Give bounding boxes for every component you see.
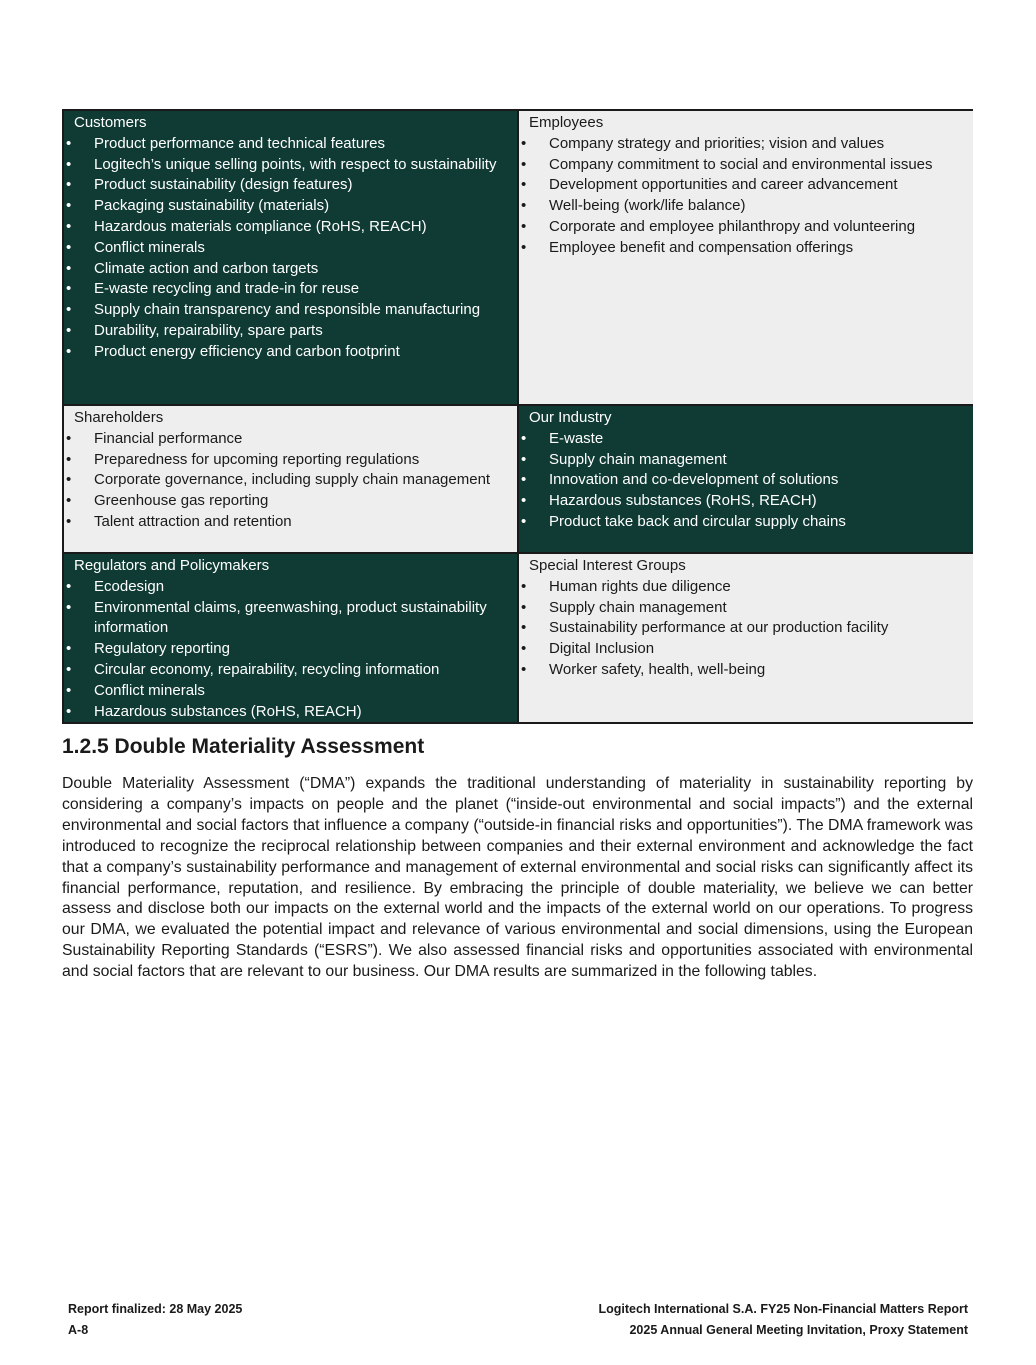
list-item-text: Financial performance (94, 429, 243, 447)
stakeholder-topics-table (62, 109, 973, 724)
bullet-icon: • (521, 619, 527, 637)
list-item (521, 470, 965, 491)
list-item (66, 238, 509, 259)
list-item (521, 429, 965, 450)
list-item (521, 450, 965, 471)
bullet-icon: • (66, 577, 72, 595)
list-item (66, 259, 509, 280)
bullet-icon: • (521, 492, 527, 510)
list-item (66, 598, 509, 640)
list-item-text: Climate action and carbon targets (94, 259, 319, 277)
list-item (521, 639, 965, 660)
section-paragraph: Double Materiality Assessment (“DMA”) expands the traditional understanding of materiality in sustainability reporting by considering a company’s impacts on people and the planet (“inside-out environmental and social impacts”) and the external environmental and social factors that influence a company (“outside-in financial risks and opportunities”). The DMA framework was introduced to recognize the reciprocal relationship between companies and their external environment and acknowledge the fact that a company’s sustainability performance and management of external environmental and social risks can significantly affect its financial performance, reputation, and resilience. By embracing the principle of double materiality, we believe we can better assess and disclose both our impacts on the external world and the impacts of the external world on our operations. To progress our DMA, we evaluated the potential impact and relevance of various environmental and social dimensions, using the European Sustainability Reporting Standards (“ESRS”). We also assessed financial risks and opportunities associated with environmental and social factors that are relevant to our business. Our DMA results are summarized in the following tables. (62, 775, 973, 981)
list-item (66, 175, 509, 196)
customers-title: Customers (74, 114, 147, 131)
list-item (521, 618, 965, 639)
shareholders-cell (64, 406, 519, 554)
bullet-icon: • (521, 640, 527, 658)
list-item-text: Digital Inclusion (549, 640, 655, 658)
list-item (521, 491, 965, 512)
list-item (66, 577, 509, 598)
list-item (66, 450, 509, 471)
bullet-icon: • (66, 640, 72, 658)
list-item-text: Environmental claims, greenwashing, product sustainability information (94, 598, 487, 637)
industry-title: Our Industry (529, 409, 612, 426)
list-item-text: Corporate governance, including supply chain management (94, 471, 491, 489)
list-item-text: Packaging sustainability (materials) (94, 197, 330, 215)
regulators-list (66, 577, 509, 723)
bullet-icon: • (521, 155, 527, 173)
special-interest-title: Special Interest Groups (529, 557, 686, 574)
list-item (521, 598, 965, 619)
bullet-icon: • (66, 492, 72, 510)
footer-left (68, 1299, 242, 1341)
special-interest-list (521, 577, 965, 681)
list-item-text: Conflict minerals (94, 681, 205, 699)
bullet-icon: • (66, 471, 72, 489)
shareholders-list (66, 429, 509, 533)
bullet-icon: • (66, 660, 72, 678)
list-item-text: Supply chain management (549, 450, 727, 468)
employees-title: Employees (529, 114, 604, 131)
bullet-icon: • (521, 176, 527, 194)
bullet-icon: • (521, 134, 527, 152)
list-item (521, 196, 965, 217)
list-item-text: Corporate and employee philanthropy and volunteering (549, 217, 916, 235)
list-item-text: Greenhouse gas reporting (94, 492, 269, 510)
bullet-icon: • (66, 512, 72, 530)
bullet-icon: • (66, 321, 72, 339)
list-item-text: Product take back and circular supply chains (549, 512, 846, 530)
bullet-icon: • (521, 238, 527, 256)
list-item-text: Hazardous substances (RoHS, REACH) (549, 492, 817, 510)
bullet-icon: • (521, 429, 527, 447)
list-item (66, 300, 509, 321)
list-item (66, 134, 509, 155)
report-subtitle: 2025 Annual General Meeting Invitation, Proxy Statement (629, 1323, 968, 1337)
list-item (66, 429, 509, 450)
regulators-title: Regulators and Policymakers (74, 557, 270, 574)
bullet-icon: • (521, 471, 527, 489)
bullet-icon: • (66, 259, 72, 277)
list-item (521, 238, 965, 259)
list-item (66, 660, 509, 681)
industry-cell (519, 406, 973, 554)
list-item (66, 196, 509, 217)
bullet-icon: • (521, 197, 527, 215)
bullet-icon: • (66, 450, 72, 468)
list-item (66, 342, 509, 363)
bullet-icon: • (66, 681, 72, 699)
list-item-text: Supply chain management (549, 598, 727, 616)
employees-cell (519, 111, 973, 406)
list-item-text: Logitech’s unique selling points, with respect to sustainability (94, 155, 497, 173)
bullet-icon: • (66, 429, 72, 447)
bullet-icon: • (521, 660, 527, 678)
bullet-icon: • (66, 134, 72, 152)
list-item-text: Well-being (work/life balance) (549, 197, 746, 215)
bullet-icon: • (66, 176, 72, 194)
list-item-text: Hazardous materials compliance (RoHS, REACH) (94, 217, 427, 235)
list-item-text: Company commitment to social and environmental issues (549, 155, 933, 173)
bullet-icon: • (66, 301, 72, 319)
list-item-text: Hazardous substances (RoHS, REACH) (94, 702, 362, 720)
industry-list (521, 429, 965, 533)
customers-cell (64, 111, 519, 406)
list-item-text: Supply chain transparency and responsible manufacturing (94, 301, 481, 319)
list-item-text: Sustainability performance at our production facility (549, 619, 889, 637)
bullet-icon: • (521, 512, 527, 530)
bullet-icon: • (521, 598, 527, 616)
list-item (66, 155, 509, 176)
list-item-text: Employee benefit and compensation offerings (549, 238, 854, 256)
list-item (521, 660, 965, 681)
list-item (521, 512, 965, 533)
list-item-text: Preparedness for upcoming reporting regulations (94, 450, 420, 468)
list-item (66, 639, 509, 660)
bullet-icon: • (66, 280, 72, 298)
bullet-icon: • (521, 577, 527, 595)
list-item (521, 175, 965, 196)
list-item (66, 512, 509, 533)
bullet-icon: • (66, 217, 72, 235)
list-item (521, 577, 965, 598)
list-item (66, 321, 509, 342)
shareholders-title: Shareholders (74, 409, 164, 426)
list-item-text: Company strategy and priorities; vision and values (549, 134, 885, 152)
page-number: A-8 (68, 1323, 89, 1337)
bullet-icon: • (66, 197, 72, 215)
list-item-text: Product energy efficiency and carbon footprint (94, 342, 400, 360)
list-item-text: Circular economy, repairability, recycling information (94, 660, 440, 678)
list-item-text: Human rights due diligence (549, 577, 731, 595)
list-item-text: Ecodesign (94, 577, 165, 595)
list-item-text: Conflict minerals (94, 238, 205, 256)
bullet-icon: • (66, 598, 72, 616)
list-item (521, 155, 965, 176)
list-item-text: Product sustainability (design features) (94, 176, 353, 194)
list-item-text: Product performance and technical features (94, 134, 385, 152)
special-interest-cell (519, 554, 973, 722)
bullet-icon: • (521, 217, 527, 235)
employees-list (521, 134, 965, 259)
bullet-icon: • (66, 238, 72, 256)
report-title: Logitech International S.A. FY25 Non-Financial Matters Report (598, 1302, 968, 1316)
report-finalized-date: Report finalized: 28 May 2025 (68, 1302, 243, 1316)
list-item (521, 217, 965, 238)
list-item (521, 134, 965, 155)
bullet-icon: • (521, 450, 527, 468)
bullet-icon: • (66, 702, 72, 720)
list-item (66, 491, 509, 512)
list-item-text: Innovation and co-development of solutions (549, 471, 839, 489)
list-item (66, 217, 509, 238)
list-item-text: Worker safety, health, well-being (549, 660, 766, 678)
regulators-cell (64, 554, 519, 722)
list-item-text: Talent attraction and retention (94, 512, 292, 530)
footer-right (599, 1299, 969, 1341)
list-item (66, 279, 509, 300)
list-item (66, 681, 509, 702)
list-item-text: Regulatory reporting (94, 640, 230, 658)
list-item (66, 470, 509, 491)
list-item-text: Development opportunities and career advancement (549, 176, 898, 194)
section-heading: 1.2.5 Double Materiality Assessment (62, 735, 425, 758)
list-item-text: Durability, repairability, spare parts (94, 321, 323, 339)
customers-list (66, 134, 509, 363)
list-item-text: E-waste recycling and trade-in for reuse (94, 280, 360, 298)
bullet-icon: • (66, 155, 72, 173)
list-item (66, 702, 509, 723)
list-item-text: E-waste (549, 429, 604, 447)
bullet-icon: • (66, 342, 72, 360)
